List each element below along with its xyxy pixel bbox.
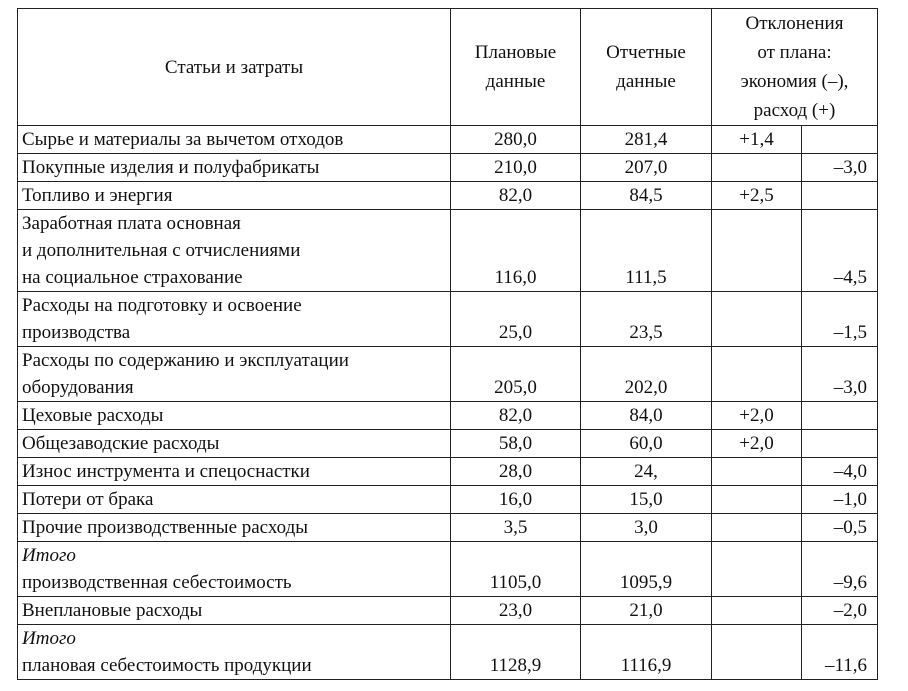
cell-actual: 84,0 [581, 402, 712, 430]
table-row [18, 292, 878, 347]
cell-saving: –4,5 [802, 210, 878, 292]
cell-item [18, 458, 451, 486]
cell-item [18, 514, 451, 542]
cell-item [18, 597, 451, 625]
cell-overrun [712, 458, 802, 486]
cell-overrun [712, 292, 802, 347]
table-row [18, 542, 878, 597]
cell-item-line: оборудования [22, 377, 134, 398]
table-row [18, 486, 878, 514]
cell-saving [802, 182, 878, 210]
table-row [18, 514, 878, 542]
cell-actual: 84,5 [581, 182, 712, 210]
cell-actual: 60,0 [581, 430, 712, 458]
cell-item-line: Прочие производственные расходы [22, 517, 309, 538]
cell-item-subtotal-label: Итого [22, 545, 76, 566]
header-plan-line2: данные [485, 71, 546, 92]
cell-saving: –11,6 [802, 625, 878, 680]
cell-item-line: Расходы на подготовку и освоение [22, 295, 302, 316]
cell-item-line: Заработная плата основная [22, 213, 241, 234]
cell-plan: 82,0 [451, 402, 581, 430]
cell-item [18, 210, 451, 292]
cell-overrun [712, 210, 802, 292]
cost-table-document [17, 8, 878, 680]
cell-overrun: +1,4 [712, 126, 802, 154]
cell-item-line: Цеховые расходы [22, 405, 164, 426]
cell-item [18, 430, 451, 458]
cell-actual: 21,0 [581, 597, 712, 625]
cell-plan: 1105,0 [451, 542, 581, 597]
table-row [18, 126, 878, 154]
header-actual-line1: Отчетные [606, 42, 686, 63]
cost-table [17, 8, 878, 680]
cell-item [18, 625, 451, 680]
cell-plan: 116,0 [451, 210, 581, 292]
cell-item-line: Общезаводские расходы [22, 433, 220, 454]
table-row [18, 430, 878, 458]
cell-item [18, 182, 451, 210]
cell-actual: 1095,9 [581, 542, 712, 597]
table-row [18, 210, 878, 292]
header-plan-line1: Плановые [474, 42, 557, 63]
header-dev-line4: расход (+) [753, 100, 836, 121]
cell-item [18, 542, 451, 597]
cell-item [18, 402, 451, 430]
cell-actual: 281,4 [581, 126, 712, 154]
cell-plan: 58,0 [451, 430, 581, 458]
cell-overrun [712, 597, 802, 625]
cell-saving [802, 126, 878, 154]
header-dev-line3: экономия (–), [740, 71, 849, 92]
cell-item-line: и дополнительная с отчислениями [22, 240, 301, 261]
cell-overrun [712, 542, 802, 597]
cell-saving [802, 430, 878, 458]
table-row [18, 182, 878, 210]
table-row [18, 458, 878, 486]
cell-overrun [712, 347, 802, 402]
cell-actual: 111,5 [581, 210, 712, 292]
cell-actual: 15,0 [581, 486, 712, 514]
cell-item-line: производственная себестоимость [22, 572, 292, 593]
cell-plan: 23,0 [451, 597, 581, 625]
cell-actual: 202,0 [581, 347, 712, 402]
header-deviation [712, 9, 878, 126]
cell-plan: 280,0 [451, 126, 581, 154]
header-item [18, 9, 451, 126]
cell-overrun: +2,0 [712, 402, 802, 430]
cell-plan: 25,0 [451, 292, 581, 347]
cell-plan: 16,0 [451, 486, 581, 514]
cell-actual: 23,5 [581, 292, 712, 347]
cell-actual: 24, [581, 458, 712, 486]
cell-saving: –1,0 [802, 486, 878, 514]
header-dev-line2: от плана: [757, 42, 832, 63]
cell-saving: –3,0 [802, 154, 878, 182]
cell-actual: 207,0 [581, 154, 712, 182]
cell-item-line: производства [22, 322, 131, 343]
cell-item-line: Внеплановые расходы [22, 600, 203, 621]
cell-item-line: Расходы по содержанию и эксплуатации [22, 350, 349, 371]
cell-overrun [712, 625, 802, 680]
cell-overrun [712, 514, 802, 542]
table-row [18, 402, 878, 430]
cell-actual: 3,0 [581, 514, 712, 542]
table-row [18, 625, 878, 680]
cell-item [18, 486, 451, 514]
cell-saving: –3,0 [802, 347, 878, 402]
cell-plan: 3,5 [451, 514, 581, 542]
cell-saving: –9,6 [802, 542, 878, 597]
cell-item [18, 126, 451, 154]
cell-item-line: Износ инструмента и спецоснастки [22, 461, 310, 482]
cell-plan: 28,0 [451, 458, 581, 486]
header-dev-line1: Отклонения [745, 13, 844, 34]
cell-item-line: Покупные изделия и полуфабрикаты [22, 157, 320, 178]
table-body [18, 126, 878, 680]
cell-item-line: плановая себестоимость продукции [22, 655, 312, 676]
cell-overrun: +2,0 [712, 430, 802, 458]
cell-item [18, 347, 451, 402]
cell-item-line: Топливо и энергия [22, 185, 173, 206]
cell-overrun: +2,5 [712, 182, 802, 210]
cell-saving: –1,5 [802, 292, 878, 347]
cell-item-line: на социальное страхование [22, 267, 243, 288]
cell-saving: –2,0 [802, 597, 878, 625]
header-plan [451, 9, 581, 126]
table-row [18, 154, 878, 182]
cell-plan: 1128,9 [451, 625, 581, 680]
header-item-label: Статьи и затраты [164, 56, 304, 78]
cell-item-subtotal-label: Итого [22, 628, 76, 649]
cell-plan: 205,0 [451, 347, 581, 402]
cell-plan: 82,0 [451, 182, 581, 210]
cell-overrun [712, 486, 802, 514]
cell-overrun [712, 154, 802, 182]
cell-item [18, 154, 451, 182]
header-actual [581, 9, 712, 126]
table-row [18, 347, 878, 402]
table-row [18, 597, 878, 625]
cell-item [18, 292, 451, 347]
cell-item-line: Сырье и материалы за вычетом отходов [22, 129, 344, 150]
cell-saving [802, 402, 878, 430]
cell-item-line: Потери от брака [22, 489, 154, 510]
header-actual-line2: данные [616, 71, 676, 92]
cell-saving: –0,5 [802, 514, 878, 542]
cell-plan: 210,0 [451, 154, 581, 182]
cell-saving: –4,0 [802, 458, 878, 486]
cell-actual: 1116,9 [581, 625, 712, 680]
header-row [18, 9, 878, 126]
